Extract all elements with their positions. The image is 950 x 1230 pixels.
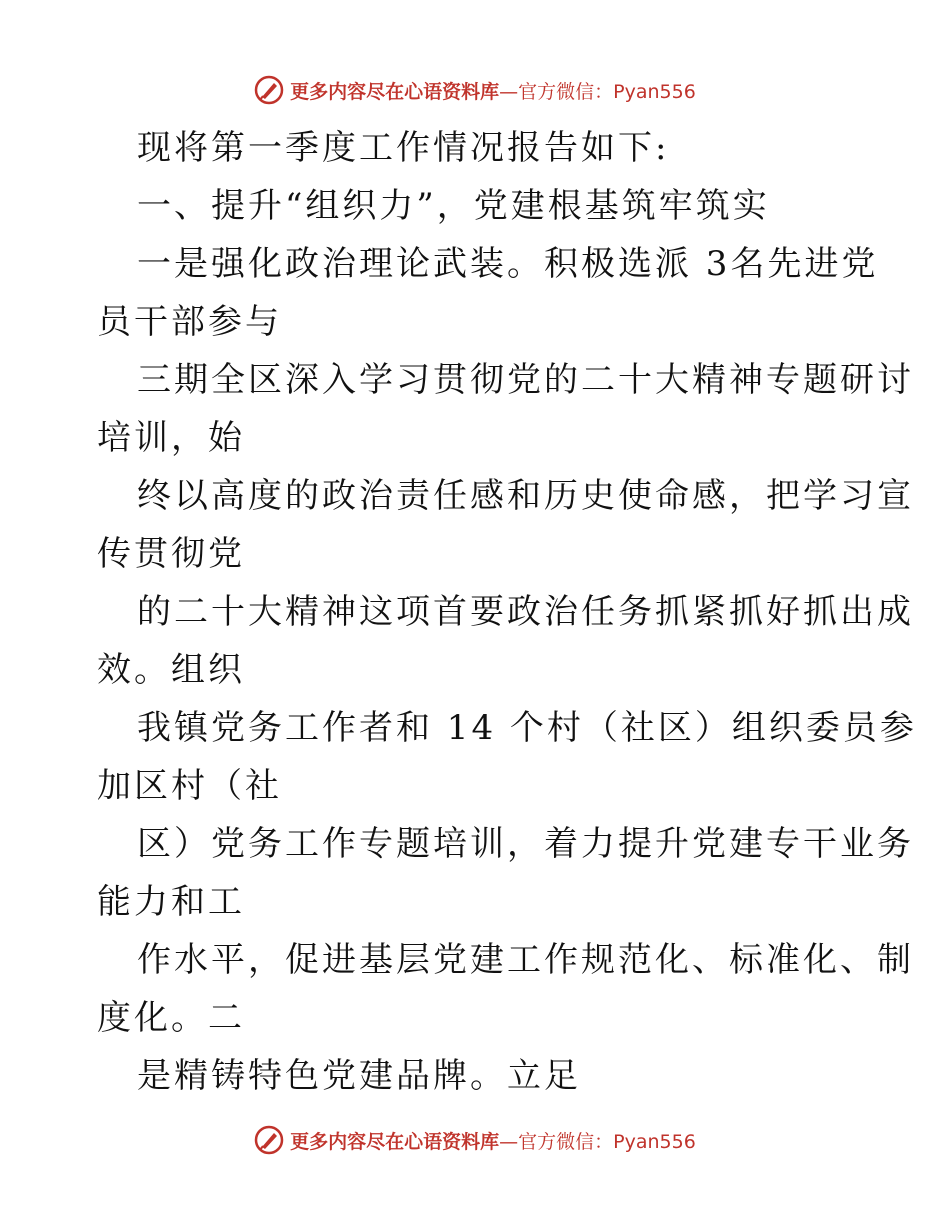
- body-line: 三期全区深入学习贯彻党的二十大精神专题研讨: [137, 360, 914, 400]
- body-line: 传贯彻党: [97, 534, 245, 574]
- quill-logo-icon: [254, 75, 284, 105]
- body-line: 效。组织: [97, 650, 245, 690]
- body-line: 加区村（社: [97, 766, 282, 806]
- banner-wechat-text: 官方微信：Pyan556: [518, 1130, 696, 1153]
- body-line: 我镇党务工作者和 14 个村（社区）组织委员参: [137, 708, 917, 748]
- footer-banner: [0, 1120, 950, 1160]
- body-line: 区）党务工作专题培训，着力提升党建专干业务: [137, 824, 914, 864]
- body-line: 培训，始: [97, 418, 245, 458]
- banner-text: [290, 1127, 696, 1154]
- banner-text: [290, 77, 696, 104]
- body-line: 员干部参与: [97, 302, 282, 342]
- body-line: 度化。二: [97, 998, 245, 1038]
- body-line: 的二十大精神这项首要政治任务抓紧抓好抓出成: [137, 592, 914, 632]
- body-line: 一是强化政治理论武装。积极选派 3名先进党: [137, 244, 879, 284]
- banner-wechat-text: 官方微信：Pyan556: [518, 80, 696, 103]
- banner-main-text: 更多内容尽在心语资料库: [290, 80, 500, 103]
- banner-separator: —: [499, 1130, 519, 1153]
- quill-logo-icon: [254, 1125, 284, 1155]
- body-line: 终以高度的政治责任感和历史使命感，把学习宣: [137, 476, 914, 516]
- body-line: 现将第一季度工作情况报告如下:: [137, 128, 670, 168]
- header-banner: [0, 70, 950, 110]
- body-line: 是精铸特色党建品牌。立足: [137, 1056, 581, 1096]
- banner-separator: —: [499, 80, 519, 103]
- banner-main-text: 更多内容尽在心语资料库: [290, 1130, 500, 1153]
- body-line: 能力和工: [97, 882, 245, 922]
- section-heading: 一、提升“组织力”，党建根基筑牢筑实: [137, 186, 770, 226]
- body-line: 作水平，促进基层党建工作规范化、标准化、制: [137, 940, 914, 980]
